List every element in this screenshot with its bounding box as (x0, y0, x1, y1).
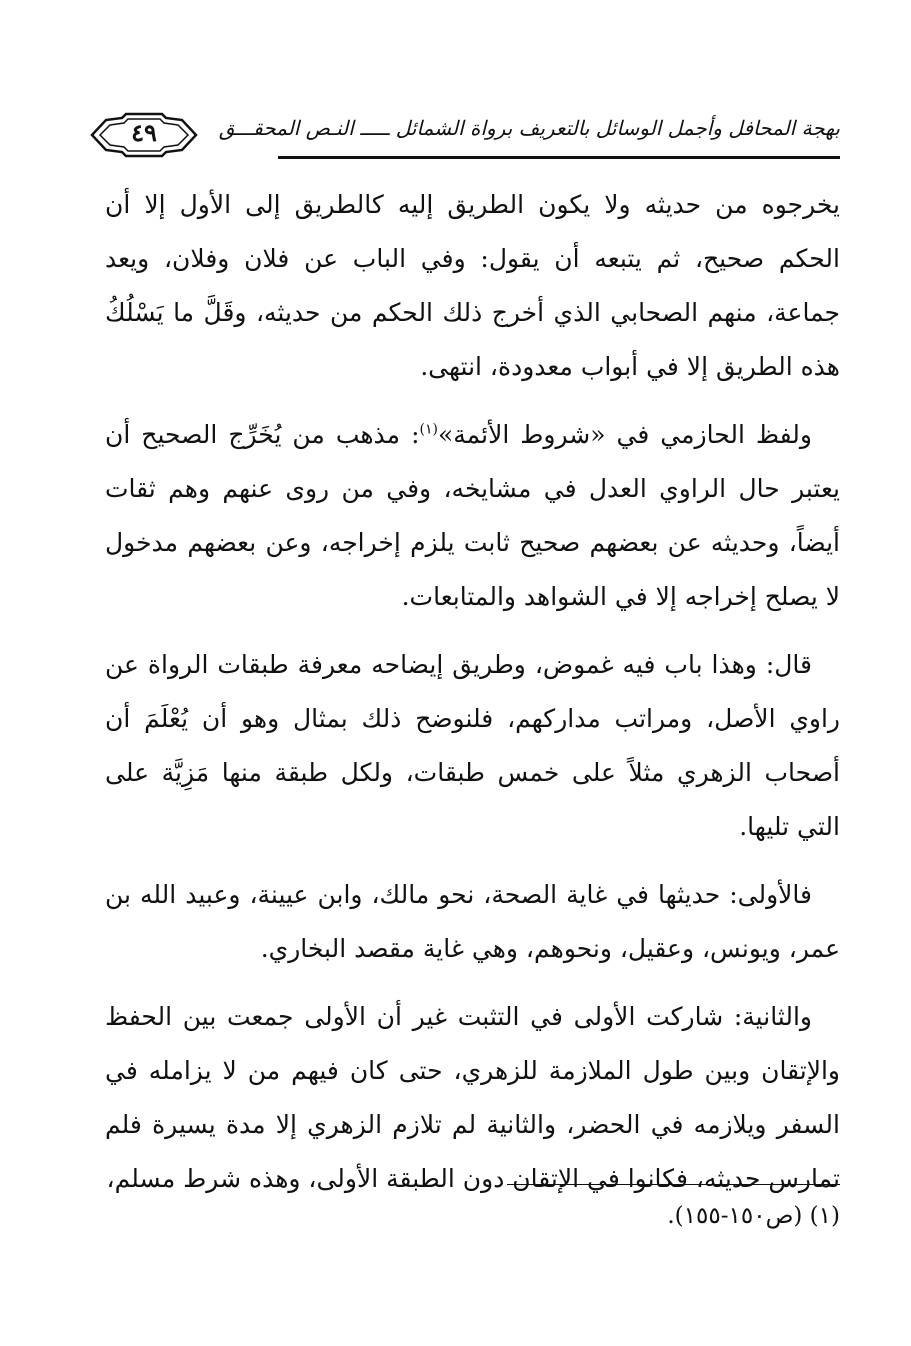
header-rule (278, 156, 840, 159)
running-title: بهجة المحافل وأجمل الوسائل بالتعريف برواة الشمائل ـــــ النـص المحقـــق (218, 116, 840, 140)
footnote: (١) (ص١٥٠-١٥٥). (667, 1203, 840, 1229)
page-number-badge (88, 112, 200, 158)
page-number: ٤٩ (131, 118, 157, 147)
paragraph (105, 408, 840, 624)
paragraph: قال: وهذا باب فيه غموض، وطريق إيضاحه معرفة طبقات الرواة عن راوي الأصل، ومراتب مداركهم، فلنوضح ذلك بمثال وهو أن يُعْلَمَ أن أصحاب الزهري مثلاً على خمس طبقات، ولكل طبقة منها مَزِيَّة على التي تليها. (105, 650, 840, 841)
paragraph: فالأولى: حديثها في غاية الصحة، نحو مالك، وابن عيينة، وعبيد الله بن عمر، ويونس، وعقيل، ونحوهم، وهي غاية مقصد البخاري. (105, 880, 840, 963)
running-header (88, 112, 840, 162)
paragraph: يخرجوه من حديثه ولا يكون الطريق إليه كالطريق إلى الأول إلا أن الحكم صحيح، ثم يتبعه أن يقول: وفي الباب عن فلان وفلان، ويعد جماعة، منهم الصحابي الذي أخرج ذلك الحكم من حديثه، وقَلَّ ما يَسْلُكُ هذه الطريق إلا في أبواب معدودة، انتهى. (105, 190, 840, 381)
footnote-marker: (١) (419, 421, 438, 438)
footnote-separator (507, 1184, 840, 1185)
paragraph: والثانية: شاركت الأولى في التثبت غير أن الأولى جمعت بين الحفظ والإتقان وبين طول الملازمة للزهري، حتى كان فيهم من لا يزامله في السفر ويلازمه في الحضر، والثانية لم تلازم الزهري إلا مدة يسيرة فلم تمارس حديثه، فكانوا في الإتقان دون الطبقة الأولى، وهذه شرط مسلم، (105, 1002, 841, 1193)
main-text (105, 178, 840, 1220)
paragraph-text-after: : مذهب من يُخَرِّج الصحيح أن يعتبر حال الراوي العدل في مشايخه، وفي من روى عنهم وهم ثقات أيضاً، وحديثه عن بعضهم صحيح ثابت يلزم إخراجه، وعن بعضهم مدخول لا يصلح إخراجه إلا في الشواهد والمتابعات. (105, 420, 840, 611)
paragraph-text-before: ولفظ الحازمي في «شروط الأئمة» (437, 420, 812, 449)
